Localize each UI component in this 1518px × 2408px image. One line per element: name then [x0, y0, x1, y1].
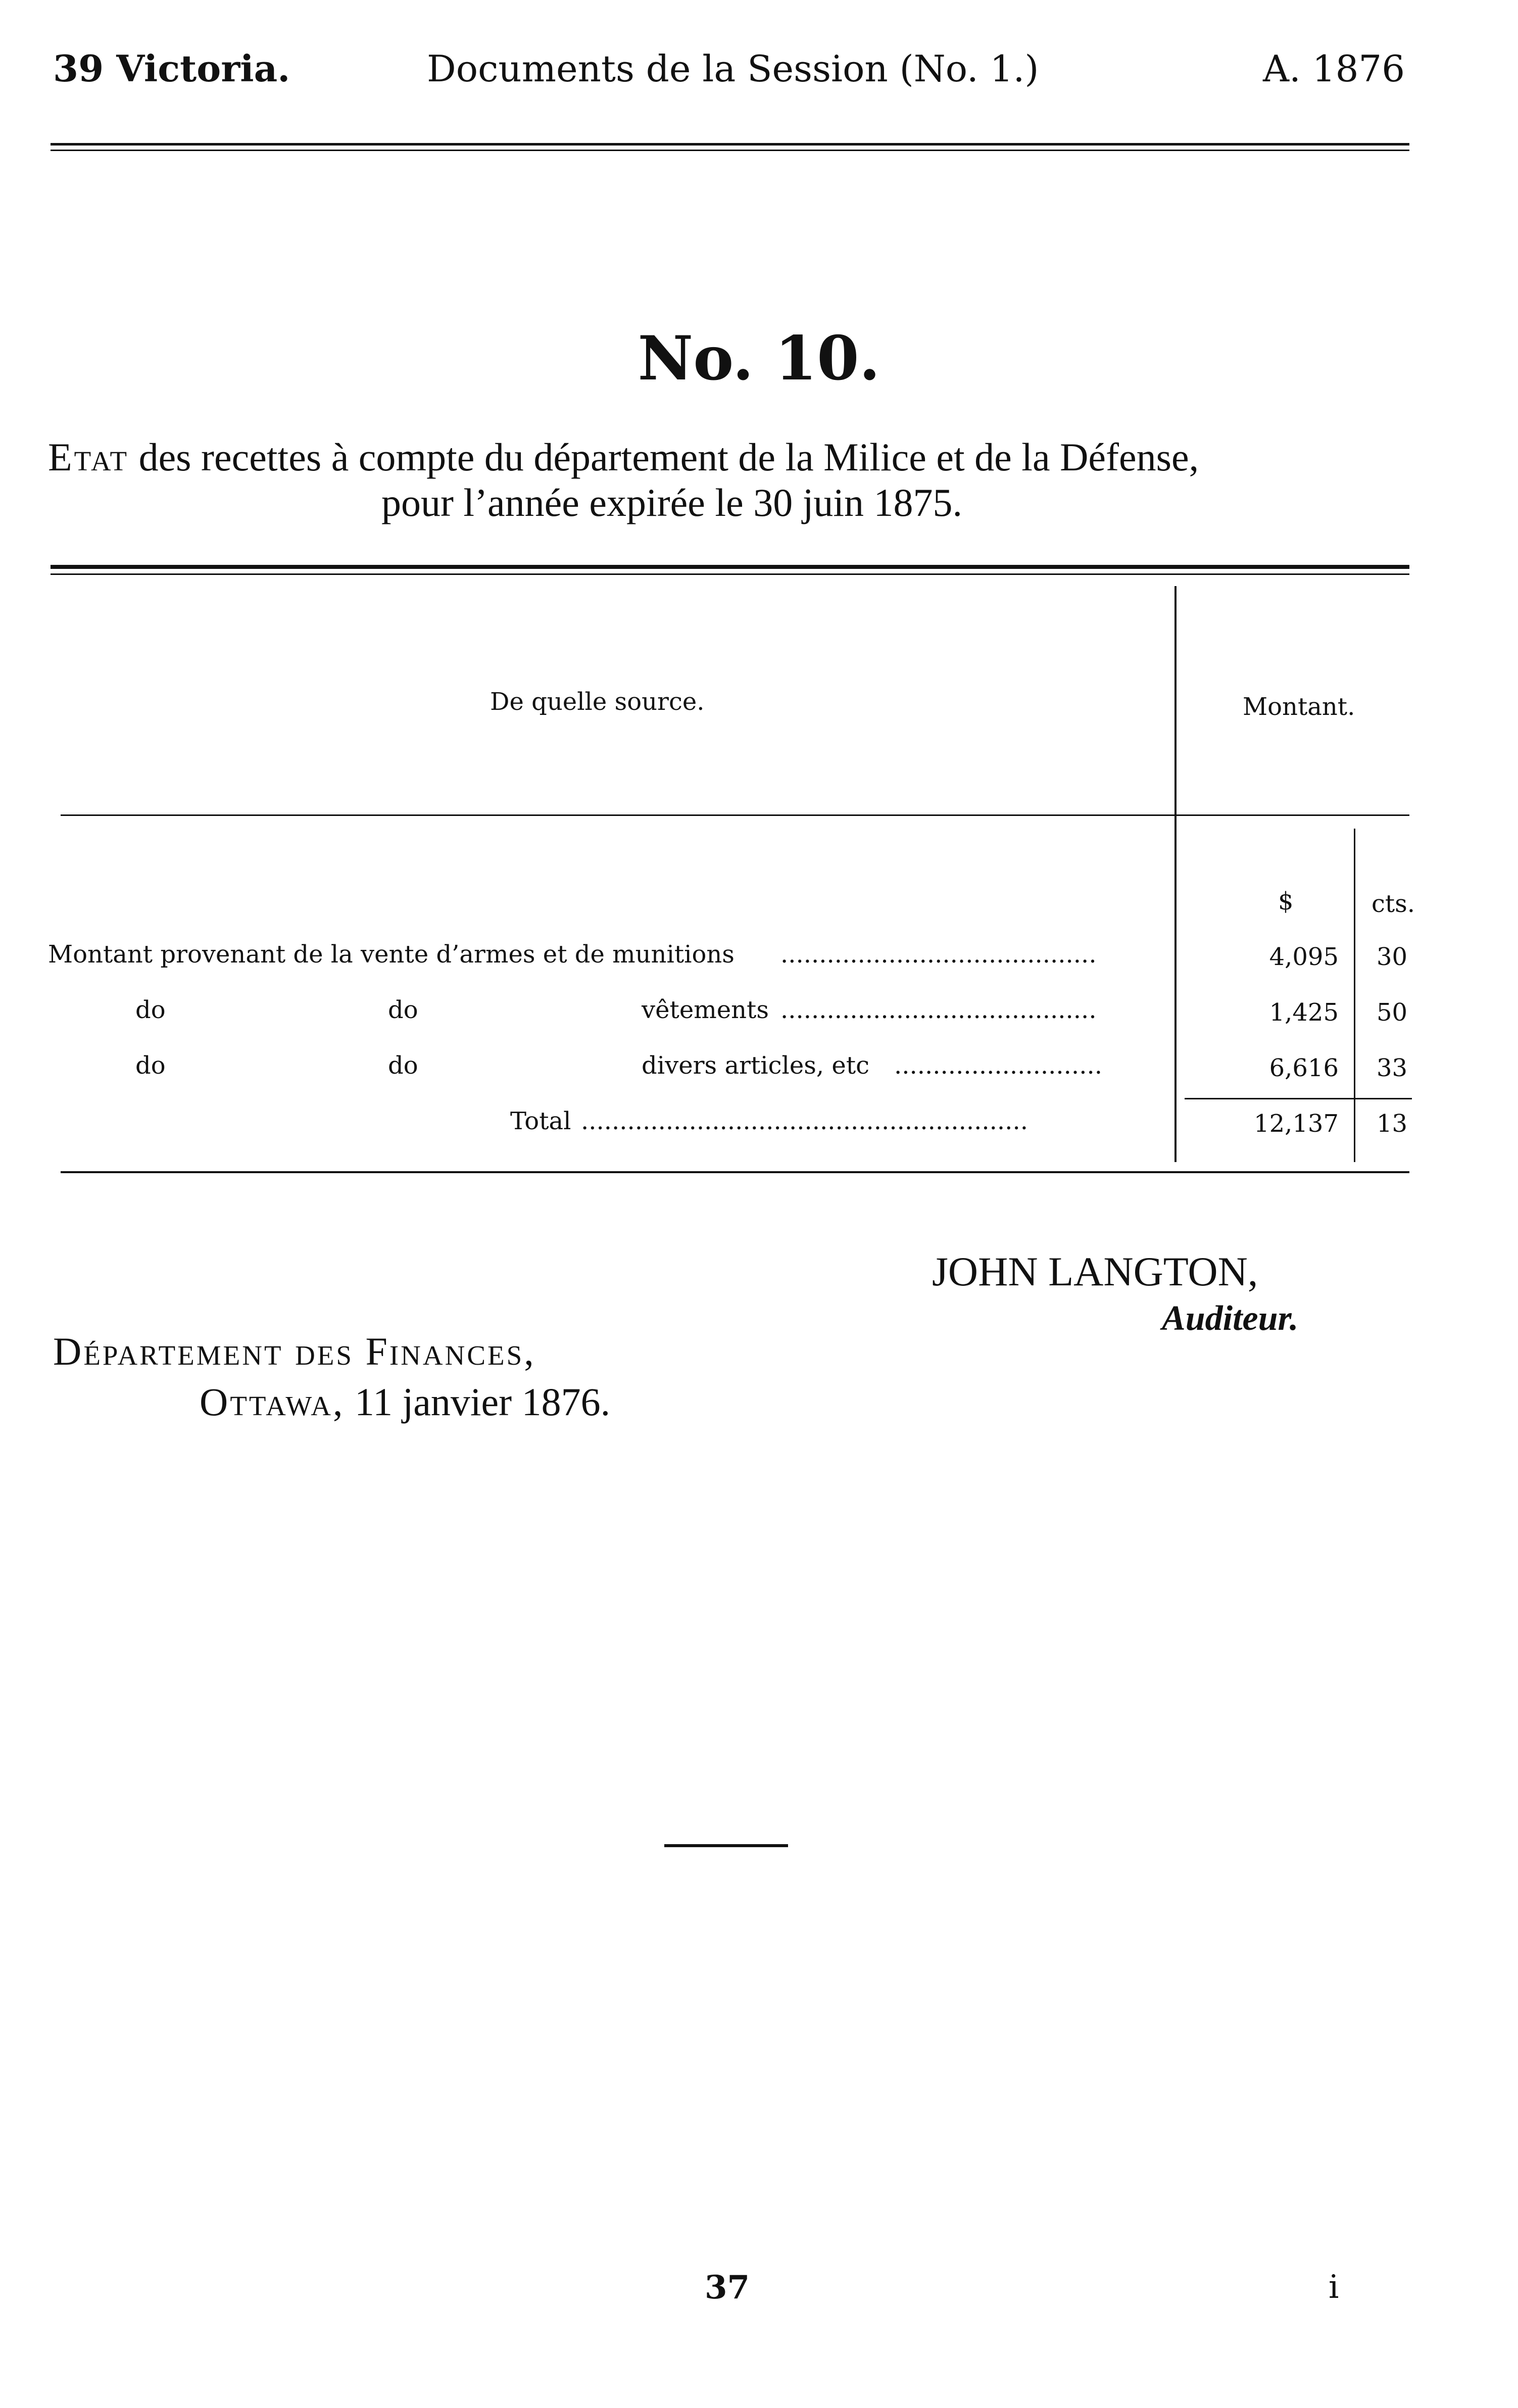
table-top-rule-thin — [51, 573, 1409, 575]
table-row-2-ditto-2: do — [388, 996, 418, 1024]
running-header-right: A. 1876 — [1263, 47, 1405, 90]
column-header-source: De quelle source. — [490, 688, 705, 716]
table-vertical-divider — [1174, 586, 1177, 1162]
header-rule-thin — [51, 150, 1409, 151]
dateline-place — [200, 1379, 610, 1425]
table-row-3-dollars: 6,616 — [1269, 1054, 1339, 1082]
total-label: Total — [510, 1107, 571, 1135]
table-row-2-cents: 50 — [1377, 998, 1408, 1027]
auditor-title: Auditeur. — [1162, 1299, 1299, 1338]
running-header-center: Documents de la Session (No. 1.) — [427, 47, 1039, 90]
dateline-date: 11 janvier 1876. — [354, 1380, 611, 1424]
table-row-1-dollars: 4,095 — [1269, 943, 1339, 971]
header-rule-thick — [51, 143, 1409, 146]
total-sum-rule — [1185, 1098, 1412, 1099]
title-line-2: pour l’année expirée le 30 juin 1875. — [381, 480, 963, 524]
document-title — [48, 435, 1412, 525]
table-top-rule-thick — [51, 565, 1409, 569]
table-bottom-rule — [61, 1171, 1409, 1173]
column-header-amount: Montant. — [1243, 693, 1355, 721]
closing-rule — [664, 1844, 788, 1847]
table-row-3-source: divers articles, etc — [642, 1051, 870, 1080]
dateline-city: Ottawa, — [200, 1380, 345, 1424]
table-row-2-leader: ......................................... — [780, 996, 1097, 1024]
page-number: 37 — [705, 2269, 750, 2306]
table-row-2-dollars: 1,425 — [1269, 998, 1339, 1027]
printer-signature-mark: i — [1329, 2269, 1339, 2306]
table-row-1-source: Montant provenant de la vente d’armes et de munitions — [48, 940, 734, 969]
cents-vertical-divider — [1354, 829, 1355, 1162]
cents-header: cts. — [1372, 890, 1415, 918]
title-lead-word: Etat — [48, 435, 129, 479]
table-row-1-leader: ......................................... — [780, 940, 1097, 969]
document-number: No. 10. — [638, 323, 880, 394]
table-row-2-source: vêtements — [642, 996, 769, 1024]
table-row-1-cents: 30 — [1377, 943, 1408, 971]
table-header-rule — [61, 814, 1409, 816]
department-name: Département des Finances, — [53, 1329, 536, 1373]
total-cents: 13 — [1377, 1110, 1408, 1138]
table-row-3-ditto-1: do — [135, 1051, 166, 1080]
total-dollars: 12,137 — [1254, 1110, 1339, 1138]
running-header-left: 39 Victoria. — [53, 47, 290, 90]
table-row-3-cents: 33 — [1377, 1054, 1408, 1082]
table-row-3-ditto-2: do — [388, 1051, 418, 1080]
dollar-sign-header: $ — [1278, 887, 1294, 916]
total-leader: .......................................................... — [581, 1107, 1028, 1135]
table-row-3-leader: ........................... — [894, 1051, 1102, 1080]
title-line-1: des recettes à compte du département de la Milice et de la Défense, — [138, 435, 1199, 479]
auditor-name: JOHN LANGTON, — [932, 1248, 1258, 1294]
table-row-2-ditto-1: do — [135, 996, 166, 1024]
